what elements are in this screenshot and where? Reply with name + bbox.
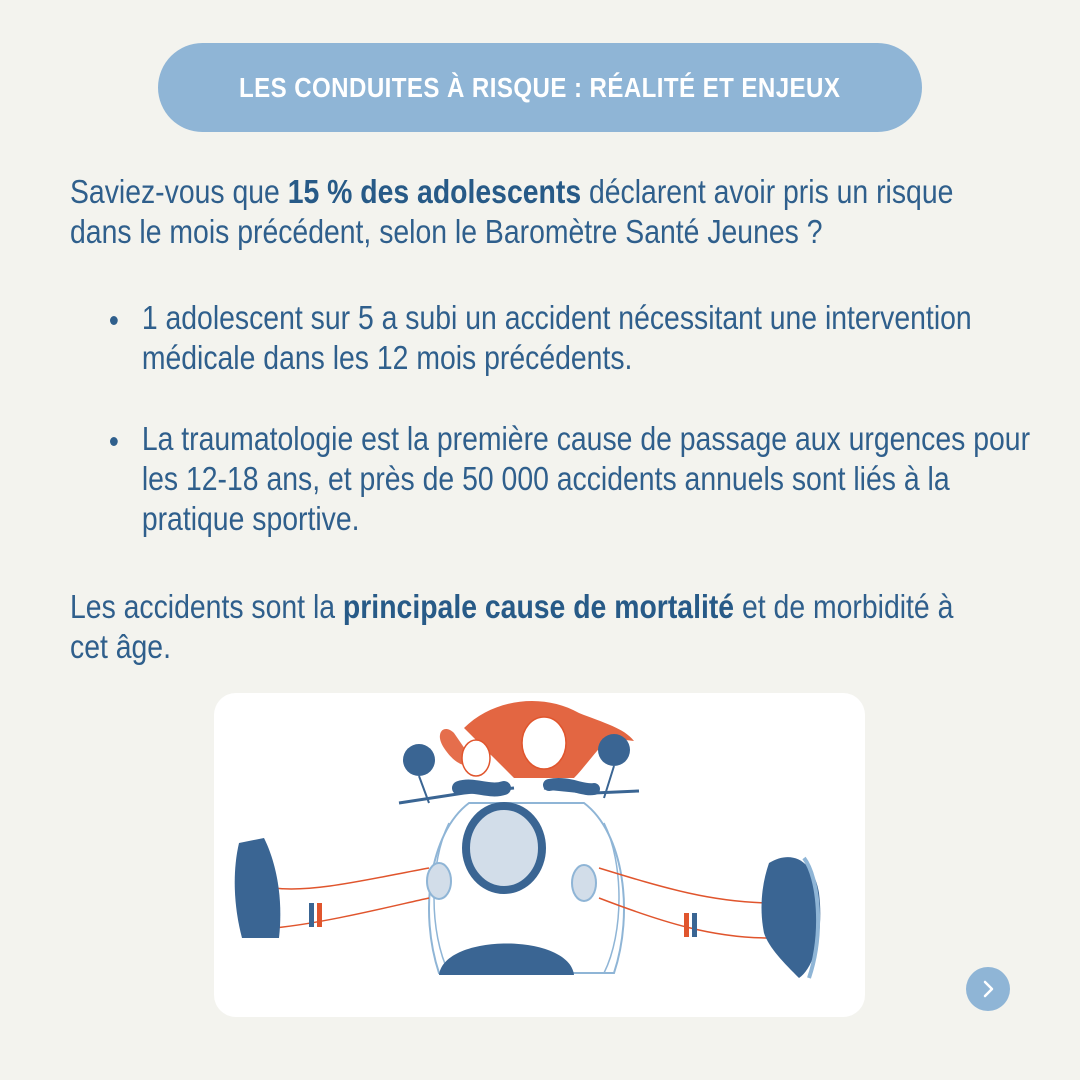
conclusion-highlight: principale cause de mortalité	[342, 588, 735, 625]
intro-highlight: 15 % des adolescents	[287, 173, 582, 210]
bullet-dot	[110, 316, 118, 325]
bullet-dot	[110, 437, 118, 446]
intro-paragraph	[70, 172, 999, 252]
bullet-item	[110, 298, 1043, 378]
bullet-list	[110, 298, 1043, 580]
intro-text-start: Saviez-vous que	[70, 173, 288, 210]
conclusion-text-start: Les accidents sont la	[70, 588, 343, 625]
bullet-text: 1 adolescent sur 5 a subi un accident nécessitant une intervention médicale dans les 12 mois précédents.	[141, 299, 972, 376]
conclusion-text-end: et de morbidité à cet âge.	[70, 588, 954, 665]
scooter-illustration-card	[214, 693, 865, 1017]
title-banner	[158, 43, 922, 132]
next-slide-button[interactable]	[966, 967, 1010, 1011]
bullet-item	[110, 419, 1043, 539]
chevron-right-icon	[978, 979, 998, 999]
conclusion-paragraph	[70, 587, 999, 667]
scooter-riders-illustration	[214, 693, 865, 1017]
page-title: LES CONDUITES À RISQUE : RÉALITÉ ET ENJEUX	[239, 71, 841, 103]
intro-text-end: déclarent avoir pris un risque dans le mois précédent, selon le Baromètre Santé Jeunes ?	[70, 173, 954, 250]
bullet-text: La traumatologie est la première cause de passage aux urgences pour les 12-18 ans, et près de 50 000 accidents annuels sont liés à la pratique sportive.	[141, 420, 1031, 537]
